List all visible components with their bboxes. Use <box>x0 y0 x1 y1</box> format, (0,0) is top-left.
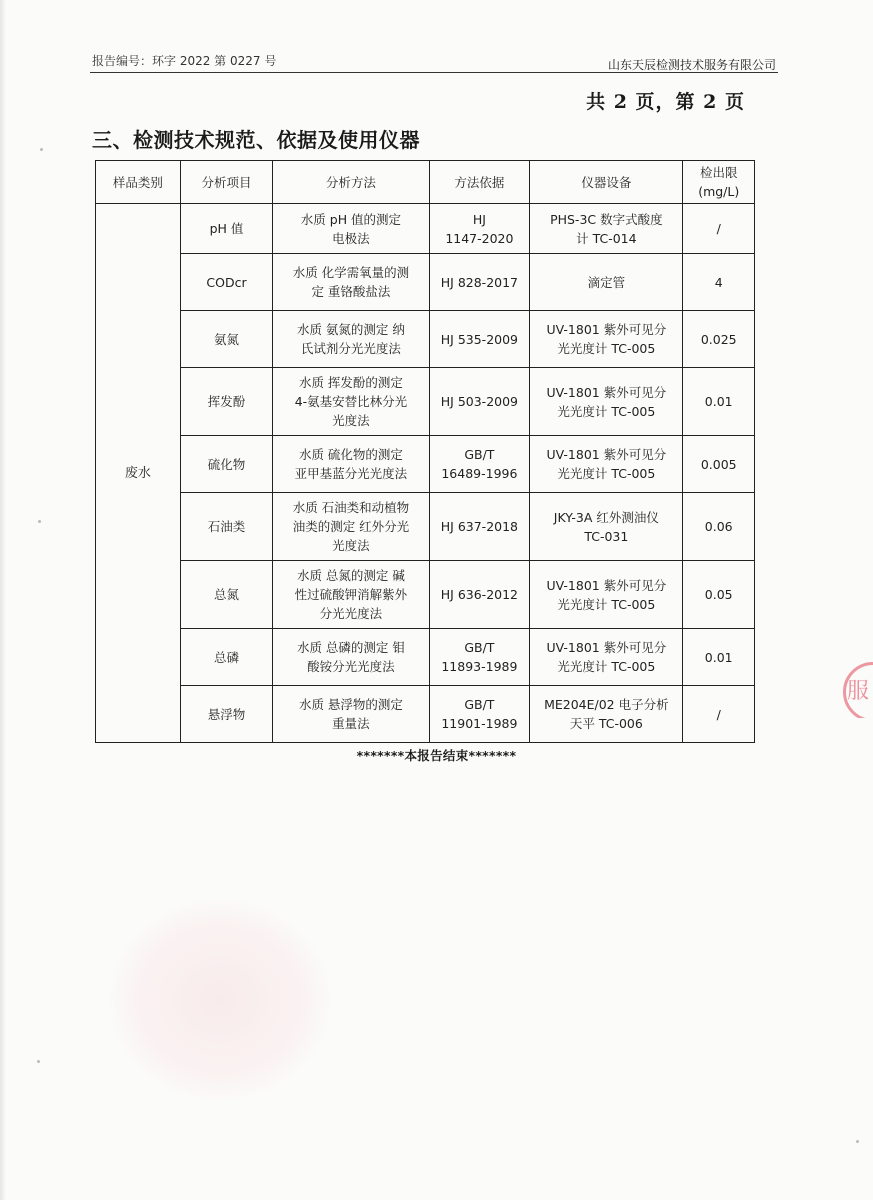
analysis-method-cell-line: 水质 挥发酚的测定 <box>298 375 403 390</box>
analysis-method-cell <box>273 436 429 493</box>
analysis-item-cell-line: 石油类 <box>207 519 246 534</box>
analysis-item-cell-line: pH 值 <box>209 221 244 236</box>
method-basis-cell <box>429 204 530 254</box>
analysis-item-cell-line: 悬浮物 <box>207 706 246 722</box>
instrument-cell <box>530 204 683 254</box>
detection-limit-cell <box>683 436 755 493</box>
analysis-method-cell <box>273 561 429 629</box>
instrument-cell-line: 天平 TC-006 <box>569 716 643 731</box>
detection-limit-cell <box>683 368 755 436</box>
method-basis-cell <box>429 493 530 561</box>
instrument-cell <box>530 254 683 311</box>
instrument-cell <box>530 561 683 629</box>
method-basis-cell-line: HJ 636-2012 <box>440 587 519 602</box>
detection-limit-cell <box>683 629 755 686</box>
analysis-method-cell-line: 光度法 <box>332 413 370 428</box>
header-limit <box>683 161 755 204</box>
table-row <box>96 254 755 311</box>
analysis-method-cell <box>273 311 429 368</box>
method-basis-cell <box>429 436 530 493</box>
method-basis-cell <box>429 629 530 686</box>
detection-limit-cell-line: 0.05 <box>704 587 733 602</box>
analysis-method-cell-line: 亚甲基蓝分光光度法 <box>294 466 408 481</box>
faded-seal-stamp <box>110 900 330 1100</box>
instrument-cell-line: UV-1801 紫外可见分 <box>546 577 667 593</box>
method-basis-cell <box>429 368 530 436</box>
detection-limit-cell <box>683 204 755 254</box>
instrument-cell-line: PHS-3C 数字式酸度 <box>550 211 663 227</box>
page-header <box>90 46 778 73</box>
analysis-method-cell-line: 油类的测定 红外分光 <box>292 519 410 534</box>
binding-mark <box>856 1140 859 1143</box>
header-basis: 方法依据 <box>429 161 530 204</box>
page-count: 共 2 页，第 2 页 <box>586 91 745 113</box>
method-basis-cell-line: 16489-1996 <box>441 466 518 481</box>
analysis-method-cell-line: 重量法 <box>332 716 370 731</box>
instrument-cell <box>530 368 683 436</box>
analysis-method-cell <box>273 686 429 743</box>
instrument-cell-line: JKY-3A 红外测油仪 <box>553 509 659 525</box>
header-limit-unit: (mg/L) <box>698 184 740 199</box>
header-limit-title: 检出限 <box>699 165 738 180</box>
analysis-item-cell-line: 硫化物 <box>207 456 246 472</box>
method-basis-cell-line: GB/T <box>464 640 495 655</box>
instrument-cell <box>530 493 683 561</box>
table-row <box>96 686 755 743</box>
instrument-cell-line: 光光度计 TC-005 <box>557 341 656 356</box>
analysis-item-cell <box>180 629 273 686</box>
analysis-method-cell-line: 水质 氨氮的测定 纳 <box>296 322 405 337</box>
method-basis-cell-line: HJ 828-2017 <box>440 274 519 290</box>
instrument-cell <box>530 629 683 686</box>
analysis-method-cell <box>273 204 429 254</box>
table-header-row <box>96 161 755 204</box>
instrument-cell-line: UV-1801 紫外可见分 <box>546 447 667 462</box>
analysis-item-cell <box>180 254 273 311</box>
analysis-item-cell-line: 氨氮 <box>213 331 239 347</box>
binding-mark <box>38 520 41 523</box>
detection-limit-cell-line: / <box>716 221 721 236</box>
analysis-item-cell <box>180 436 273 493</box>
binding-mark <box>37 1060 40 1063</box>
method-basis-cell <box>429 686 530 743</box>
company-name: 山东天辰检测技术服务有限公司 <box>607 58 776 72</box>
analysis-item-cell <box>180 368 273 436</box>
table-row <box>96 629 755 686</box>
analysis-method-cell-line: 水质 石油类和动植物 <box>292 500 410 515</box>
instrument-cell-line: UV-1801 紫外可见分 <box>546 322 667 337</box>
instrument-cell <box>530 686 683 743</box>
table-row <box>96 204 755 254</box>
report-number: 报告编号：环字 2022 第 0227 号 <box>92 54 277 68</box>
detection-limit-cell-line: 0.06 <box>704 519 733 534</box>
header-method: 分析方法 <box>273 161 429 204</box>
method-basis-cell-line: HJ 637-2018 <box>440 519 519 534</box>
detection-limit-cell <box>683 254 755 311</box>
analysis-method-cell <box>273 493 429 561</box>
analysis-method-cell <box>273 368 429 436</box>
analysis-method-cell-line: 电极法 <box>332 230 370 246</box>
analysis-item-cell <box>180 493 273 561</box>
table-row <box>96 561 755 629</box>
analysis-method-cell-line: 水质 硫化物的测定 <box>298 447 403 462</box>
detection-limit-cell <box>683 561 755 629</box>
analysis-item-cell <box>180 311 273 368</box>
instrument-cell-line: ME204E/02 电子分析 <box>544 697 669 712</box>
analysis-method-cell-line: 水质 总磷的测定 钼 <box>296 640 405 655</box>
seal-stamp-fragment: 服 <box>831 660 873 718</box>
table-row <box>96 311 755 368</box>
analysis-method-cell-line: 水质 pH 值的测定 <box>300 211 402 227</box>
method-basis-cell-line: GB/T <box>464 447 495 462</box>
method-basis-cell-line: 11901-1989 <box>441 716 518 731</box>
table-row <box>96 436 755 493</box>
analysis-method-cell-line: 水质 总氮的测定 碱 <box>296 568 405 583</box>
detection-limit-cell-line: 0.005 <box>700 456 737 472</box>
method-basis-cell <box>429 254 530 311</box>
detection-limit-cell <box>683 311 755 368</box>
analysis-method-cell-line: 光度法 <box>332 538 370 553</box>
instrument-cell <box>530 311 683 368</box>
header-item: 分析项目 <box>180 161 273 204</box>
detection-limit-cell-line: 4 <box>714 274 723 290</box>
detection-limit-cell <box>683 493 755 561</box>
analysis-method-cell-line: 酸铵分光光度法 <box>307 659 395 674</box>
page-edge <box>0 0 6 1200</box>
analysis-item-cell <box>180 561 273 629</box>
spec-table <box>95 160 755 743</box>
analysis-method-cell-line: 分光光度法 <box>319 606 383 621</box>
method-basis-cell-line: 1147-2020 <box>445 230 514 246</box>
method-basis-cell-line: HJ <box>472 211 486 227</box>
analysis-method-cell <box>273 629 429 686</box>
analysis-method-cell-line: 定 重铬酸盐法 <box>311 284 391 299</box>
report-end-line: *******本报告结束******* <box>356 748 517 763</box>
method-basis-cell-line: GB/T <box>464 697 495 712</box>
detection-limit-cell-line: 0.01 <box>704 394 733 409</box>
instrument-cell-line: UV-1801 紫外可见分 <box>546 640 667 655</box>
analysis-method-cell-line: 4-氨基安替比林分光 <box>294 394 408 409</box>
analysis-item-cell <box>180 686 273 743</box>
detection-limit-cell <box>683 686 755 743</box>
header-category: 样品类别 <box>96 161 181 204</box>
instrument-cell-line: TC-031 <box>584 528 629 544</box>
instrument-cell-line: 光光度计 TC-005 <box>557 596 656 612</box>
analysis-item-cell-line: 挥发酚 <box>207 394 246 409</box>
section-title: 三、检测技术规范、依据及使用仪器 <box>92 128 420 152</box>
instrument-cell-line: 光光度计 TC-005 <box>557 466 656 481</box>
method-basis-cell <box>429 561 530 629</box>
header-instrument: 仪器设备 <box>530 161 683 204</box>
analysis-method-cell-line: 水质 化学需氧量的测 <box>292 265 410 280</box>
method-basis-cell-line: 11893-1989 <box>441 659 518 674</box>
instrument-cell-line: 滴定管 <box>587 274 626 290</box>
table-row <box>96 493 755 561</box>
instrument-cell <box>530 436 683 493</box>
analysis-item-cell-line: CODcr <box>206 274 247 290</box>
detection-limit-cell-line: 0.025 <box>700 331 737 347</box>
detection-limit-cell-line: 0.01 <box>704 649 733 665</box>
sample-category-cell: 废水 <box>96 204 181 743</box>
analysis-item-cell-line: 总氮 <box>213 587 239 602</box>
analysis-method-cell-line: 性过硫酸钾消解紫外 <box>294 587 408 602</box>
instrument-cell-line: 计 TC-014 <box>576 230 637 246</box>
instrument-cell-line: UV-1801 紫外可见分 <box>546 384 667 400</box>
method-basis-cell-line: HJ 503-2009 <box>440 394 519 409</box>
analysis-item-cell <box>180 204 273 254</box>
analysis-method-cell <box>273 254 429 311</box>
binding-mark <box>40 148 43 151</box>
method-basis-cell-line: HJ 535-2009 <box>440 331 519 347</box>
method-basis-cell <box>429 311 530 368</box>
detection-limit-cell-line: / <box>716 706 721 722</box>
analysis-method-cell-line: 氏试剂分光光度法 <box>300 341 401 356</box>
instrument-cell-line: 光光度计 TC-005 <box>557 659 656 674</box>
analysis-method-cell-line: 水质 悬浮物的测定 <box>298 697 403 712</box>
analysis-item-cell-line: 总磷 <box>213 649 239 665</box>
instrument-cell-line: 光光度计 TC-005 <box>557 403 656 419</box>
table-row <box>96 368 755 436</box>
